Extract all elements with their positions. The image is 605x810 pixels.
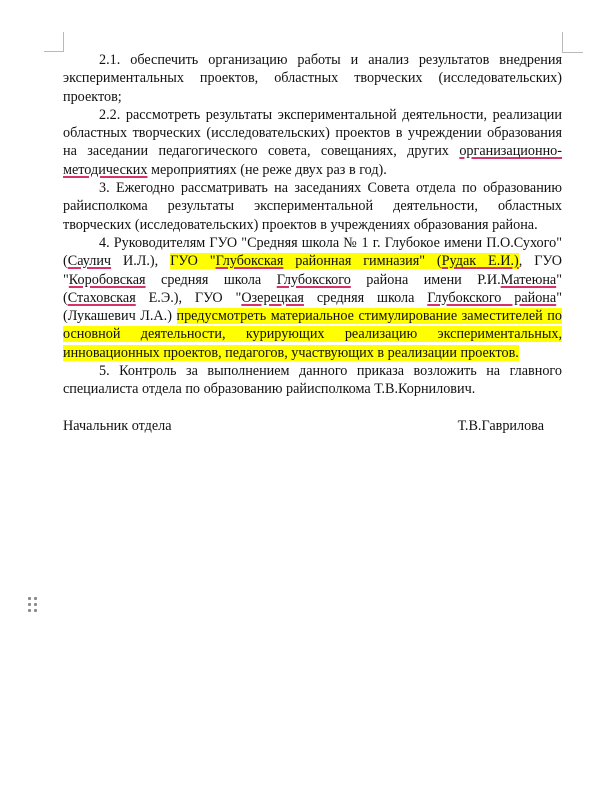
paragraph-2-1: 2.1. обеспечить организацию работы и анализ результатов внедрения экспериментальных проектов, областных творческих (исследовательских) проектов; [63,52,562,105]
spellcheck-word[interactable]: Е.И.) [476,253,519,270]
handle-dot [28,597,31,600]
signature-title: Начальник отдела [63,417,172,434]
spellcheck-word[interactable]: организационно-методических [63,143,562,178]
signature-name: Т.В.Гаврилова [457,417,544,434]
text-run: " (Лукашевич Л.А.) [63,289,562,325]
spellcheck-word[interactable]: Коробовская [68,271,146,288]
text-run: 2.2. рассмотреть результаты экспериментальной деятельности, реализации областных творческих (исследовательских) проектов в учреждении образования на заседании педагогического совета, совещаниях, других [63,106,562,160]
handle-dot [28,603,31,606]
highlighted-text [170,253,519,269]
handle-dot [34,603,37,606]
text-run: И.Л.), [111,253,171,270]
paragraph-3: 3. Ежегодно рассматривать на заседаниях Совета отдела по образованию райисполкома результаты экспериментальной деятельности, областных творческих (исследовательских) проектов в учреждениях образования района. [63,180,562,233]
text-run: средняя школа [145,271,277,288]
spellcheck-word[interactable]: Глубокского [276,271,351,288]
spellcheck-word[interactable]: Озерецкая [241,289,304,306]
text-run: , ГУО " [63,253,563,288]
text-run: 4. Руководителям ГУО [99,234,242,251]
text-run: " ( [63,271,562,306]
text-run: ГУО " [170,253,216,270]
drag-handle-icon[interactable] [28,597,38,613]
spellcheck-word[interactable]: Матеюна [500,271,557,288]
empty-line [63,399,562,417]
handle-dot [34,597,37,600]
handle-dot [28,609,31,612]
signature-line [63,417,562,435]
text-run: мероприятиях (не реже двух раз в год). [147,161,387,178]
text-run: "Средняя школа № 1 г. Глубокое имени П.О.Сухого" ( [63,234,562,270]
text-run: Е.Э.), ГУО " [135,289,242,306]
page-margin-corner-top-left [44,32,64,52]
text-run: средняя школа [303,289,428,306]
spellcheck-word[interactable]: Саулич [67,253,112,270]
spellcheck-word[interactable]: Глубокская [215,253,284,270]
spellcheck-word[interactable]: Стаховская [67,289,136,306]
spellcheck-word[interactable]: Глубокского района [427,289,557,306]
paragraph-4 [63,234,562,362]
spellcheck-word[interactable]: Рудак [441,253,477,270]
text-run: районная гимназия" ( [283,253,442,270]
text-run: района имени Р.И. [350,271,501,288]
paragraph-2-2 [63,106,562,179]
handle-dot [34,609,37,612]
paragraph-5: 5. Контроль за выполнением данного приказа возложить на главного специалиста отдела по образованию райисполкома Т.В.Корнилович. [63,363,562,398]
page-margin-corner-top-right [562,32,583,53]
document-body[interactable] [63,51,562,435]
highlighted-text: предусмотреть материальное стимулирование заместителей по основной деятельности, курирующих реализацию экспериментальных, инновационных проектов, педагогов, участвующих в реализации проектов. [63,308,562,361]
